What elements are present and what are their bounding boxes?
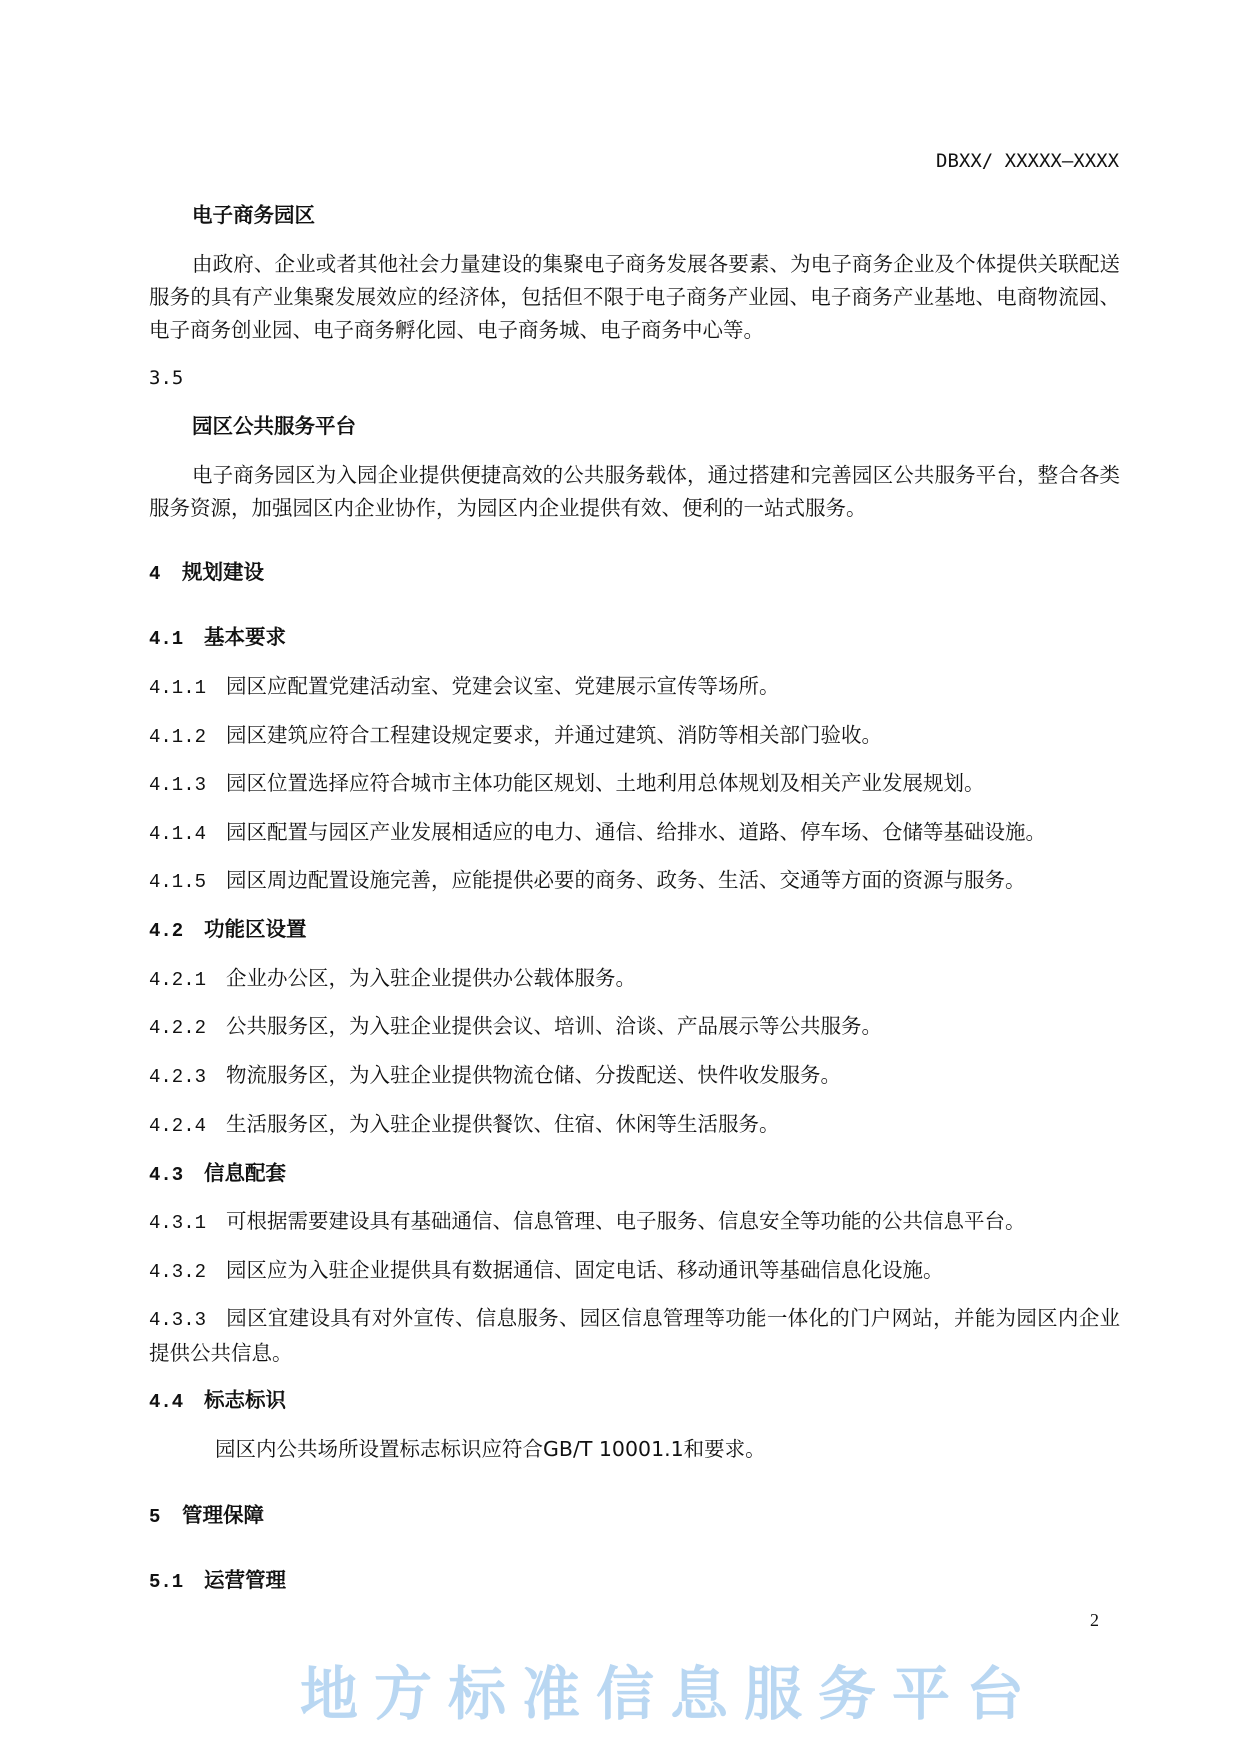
clause-number: 4.1.2 <box>149 726 207 748</box>
clause-number: 4.3.3 <box>149 1309 207 1331</box>
clause-text: 公共服务区，为入驻企业提供会议、培训、洽谈、产品展示等公共服务。 <box>226 1014 882 1038</box>
clause-text: 企业办公区，为入驻企业提供办公载体服务。 <box>226 966 636 990</box>
section-heading-5 <box>149 1504 264 1528</box>
term-title: 电子商务园区 <box>192 203 315 227</box>
page-number: 2 <box>1090 1610 1099 1630</box>
clause-item <box>149 1302 1120 1370</box>
clause-number: 4.2.1 <box>149 969 207 991</box>
term-definition: 电子商务园区为入园企业提供便捷高效的公共服务载体，通过搭建和完善园区公共服务平台，整合各类服务资源，加强园区内企业协作，为园区内企业提供有效、便利的一站式服务。 <box>149 463 1120 520</box>
clause-number: 4.3.2 <box>149 1261 207 1283</box>
clause-number: 4.1.1 <box>149 677 207 699</box>
section-title: 运营管理 <box>204 1568 286 1592</box>
term-definition: 由政府、企业或者其他社会力量建设的集聚电子商务发展各要素、为电子商务企业及个体提供关联配送服务的具有产业集聚发展效应的经济体，包括但不限于电子商务产业园、电子商务产业基地、电商物流园、电子商务创业园、电子商务孵化园、电子商务城、电子商务中心等。 <box>149 252 1120 342</box>
clause-item <box>149 869 1026 893</box>
clause-text: 生活服务区，为入驻企业提供餐饮、住宿、休闲等生活服务。 <box>226 1112 780 1136</box>
section-title: 标志标识 <box>204 1388 286 1412</box>
section-heading-5-1 <box>149 1569 286 1593</box>
clause-item <box>149 1015 882 1039</box>
term-number <box>149 366 183 389</box>
section-title: 管理保障 <box>182 1503 264 1527</box>
clause-item <box>149 1259 944 1283</box>
section-title: 基本要求 <box>204 625 286 649</box>
section-number: 4.3 <box>149 1164 184 1186</box>
clause-item <box>149 772 985 796</box>
clause-text: 园区配置与园区产业发展相适应的电力、通信、给排水、道路、停车场、仓储等基础设施。 <box>226 820 1046 844</box>
clause-number: 4.2.2 <box>149 1017 207 1039</box>
section-number: 5 <box>149 1506 161 1528</box>
clause-text: 园区位置选择应符合城市主体功能区规划、土地利用总体规划及相关产业发展规划。 <box>226 771 985 795</box>
clause-text: 园区建筑应符合工程建设规定要求，并通过建筑、消防等相关部门验收。 <box>226 723 882 747</box>
clause-number: 4.1.4 <box>149 823 207 845</box>
section-title: 信息配套 <box>204 1161 286 1185</box>
clause-number: 4.1.3 <box>149 774 207 796</box>
clause-text: 园区宜建设具有对外宣传、信息服务、园区信息管理等功能一体化的门户网站，并能为园区内企业提供公共信息。 <box>149 1306 1120 1365</box>
term-number-text: 3.5 <box>149 367 184 389</box>
clause-text: 园区周边配置设施完善，应能提供必要的商务、政务、生活、交通等方面的资源与服务。 <box>226 868 1026 892</box>
section-heading-4-3 <box>149 1162 286 1186</box>
watermark: 地方标准信息服务平台 <box>300 1660 1041 1728</box>
section-heading-4-1 <box>149 626 286 650</box>
clause-text: 物流服务区，为入驻企业提供物流仓储、分拨配送、快件收发服务。 <box>226 1063 841 1087</box>
clause-number: 4.1.5 <box>149 871 207 893</box>
clause-number: 4.2.4 <box>149 1115 207 1137</box>
clause-number: 4.2.3 <box>149 1066 207 1088</box>
term-title: 园区公共服务平台 <box>192 414 356 438</box>
section-title: 功能区设置 <box>204 917 307 941</box>
section-title: 规划建设 <box>182 560 264 584</box>
clause-number: 4.3.1 <box>149 1212 207 1234</box>
clause-item <box>149 821 1046 845</box>
section-number: 5.1 <box>149 1571 184 1593</box>
clause-item <box>149 1113 780 1137</box>
clause-text: 园区应配置党建活动室、党建会议室、党建展示宣传等场所。 <box>226 674 780 698</box>
section-number: 4 <box>149 563 161 585</box>
section-heading-4-4 <box>149 1389 286 1413</box>
document-code: DBXX/ XXXXX—XXXX <box>936 150 1120 172</box>
clause-item <box>149 724 882 748</box>
section-number: 4.1 <box>149 628 184 650</box>
clause-item <box>149 967 636 991</box>
clause-item <box>149 1064 841 1088</box>
section-number: 4.2 <box>149 920 184 942</box>
clause-item <box>149 675 780 699</box>
clause-text: 园区应为入驻企业提供具有数据通信、固定电话、移动通讯等基础信息化设施。 <box>226 1258 944 1282</box>
section-heading-4-2 <box>149 918 307 942</box>
section-heading-4 <box>149 561 264 585</box>
clause-item <box>149 1210 1026 1234</box>
section-number: 4.4 <box>149 1391 184 1413</box>
clause-text: 园区内公共场所设置标志标识应符合GB/T 10001.1和要求。 <box>215 1437 766 1461</box>
clause-text: 可根据需要建设具有基础通信、信息管理、电子服务、信息安全等功能的公共信息平台。 <box>226 1209 1026 1233</box>
